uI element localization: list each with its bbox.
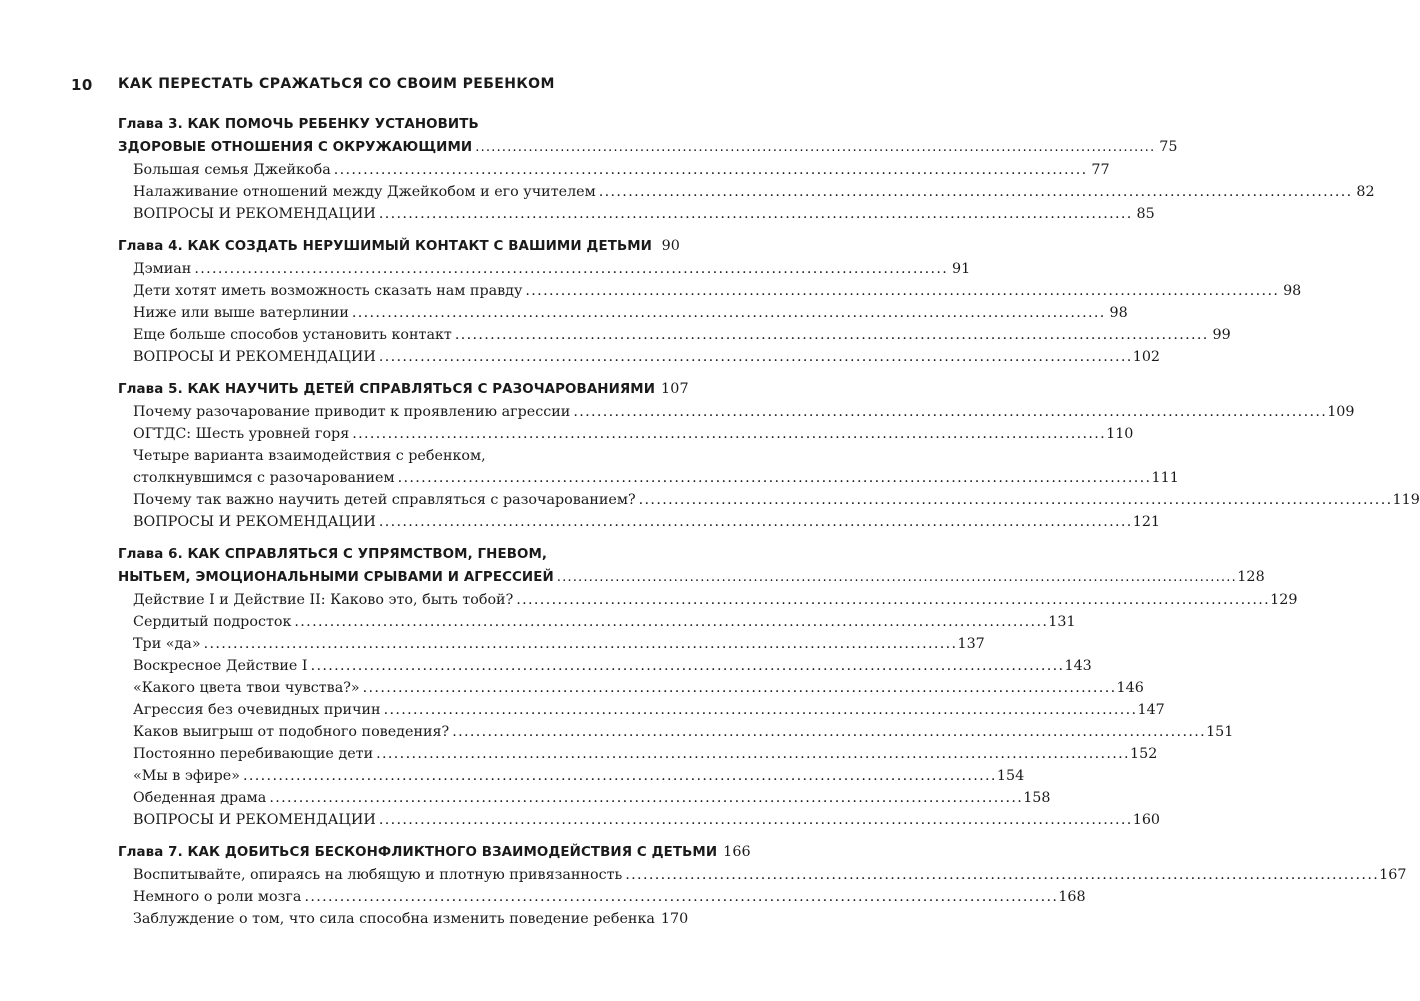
toc-entry-text: ВОПРОСЫ И РЕКОМЕНДАЦИИ — [133, 812, 376, 828]
toc-entry — [118, 611, 1076, 633]
dot-leader — [304, 886, 1055, 908]
toc-entry — [118, 589, 1298, 611]
page-ref: 167 — [1379, 867, 1407, 883]
page-ref: 102 — [1132, 349, 1161, 365]
page-ref: 128 — [1237, 569, 1265, 585]
toc-entry-text: «Какого цвета твои чувства?» — [133, 680, 360, 696]
table-of-contents — [118, 113, 1420, 930]
toc-entry-text: Налаживание отношений между Джейкобом и его учителем — [133, 184, 596, 200]
page-ref: 98 — [1109, 305, 1128, 321]
toc-entry — [118, 511, 1161, 533]
page-ref: 98 — [1283, 283, 1302, 299]
toc-entry-text: Немного о роли мозга — [133, 889, 302, 905]
chapter-title — [118, 136, 1178, 159]
page-ref: 75 — [1159, 139, 1178, 155]
toc-entry-text: Сердитый подросток — [133, 614, 292, 630]
chapter-title — [118, 841, 751, 864]
toc-entry-text: Обеденная драма — [133, 790, 267, 806]
toc-entry — [118, 743, 1158, 765]
toc-entry-text: Постоянно перебивающие дети — [133, 746, 374, 762]
chapter-title-text: ЗДОРОВЫЕ ОТНОШЕНИЯ С ОКРУЖАЮЩИМИ — [118, 140, 473, 155]
dot-leader — [204, 633, 955, 655]
toc-entry — [118, 159, 1110, 181]
chapter-title-text: Глава 4. КАК СОЗДАТЬ НЕРУШИМЫЙ КОНТАКТ С ВАШИМИ ДЕТЬМИ — [118, 239, 652, 254]
page-ref: 170 — [660, 911, 689, 927]
page-ref: 166 — [723, 844, 751, 860]
page-ref: 154 — [996, 768, 1025, 784]
toc-entry — [118, 489, 1420, 511]
chapter-title-text: НЫТЬЕМ, ЭМОЦИОНАЛЬНЫМИ СРЫВАМИ И АГРЕССИЕЙ — [118, 570, 554, 585]
page-ref: 121 — [1132, 514, 1161, 530]
chapter-block — [118, 841, 1407, 930]
toc-entry-text: ВОПРОСЫ И РЕКОМЕНДАЦИИ — [133, 206, 376, 222]
toc-entry-text: Каков выигрыш от подобного поведения? — [133, 724, 450, 740]
toc-entry — [118, 203, 1155, 225]
dot-leader — [269, 787, 1020, 809]
page-ref: 152 — [1130, 746, 1158, 762]
toc-entry-text: Воскресное Действие I — [133, 658, 308, 674]
dot-leader — [294, 611, 1045, 633]
dot-leader — [311, 655, 1062, 677]
toc-entry — [118, 423, 1134, 445]
dot-leader — [599, 181, 1350, 203]
page-ref: 146 — [1116, 680, 1144, 696]
toc-entry-text: Заблуждение о том, что сила способна изменить поведение ребенка — [133, 911, 655, 927]
toc-entry — [118, 467, 1179, 489]
toc-entry-text: Четыре варианта взаимодействия с ребенком, — [133, 448, 486, 464]
page-ref: 90 — [661, 238, 680, 254]
page-ref: 143 — [1064, 658, 1092, 674]
toc-entry — [118, 699, 1165, 721]
chapter-title — [118, 235, 678, 258]
dot-leader — [384, 699, 1135, 721]
dot-leader — [379, 511, 1130, 533]
chapter-title-text: Глава 5. КАК НАУЧИТЬ ДЕТЕЙ СПРАВЛЯТЬСЯ С РАЗОЧАРОВАНИЯМИ — [118, 382, 656, 397]
toc-entry-text: Три «да» — [133, 636, 201, 652]
chapter-block — [118, 235, 1302, 368]
toc-entry — [118, 864, 1407, 886]
toc-entry-text: Дэмиан — [133, 261, 192, 277]
toc-entry-text: ВОПРОСЫ И РЕКОМЕНДАЦИИ — [133, 514, 376, 530]
chapter-title-text: Глава 7. КАК ДОБИТЬСЯ БЕСКОНФЛИКТНОГО ВЗАИМОДЕЙСТВИЯ С ДЕТЬМИ — [118, 845, 718, 860]
toc-entry-text: Ниже или выше ватерлинии — [133, 305, 349, 321]
dot-leader — [379, 346, 1130, 368]
toc-entry — [118, 908, 689, 930]
dot-leader — [352, 423, 1103, 445]
dot-leader — [379, 809, 1130, 831]
toc-entry-text: Почему разочарование приводит к проявлению агрессии — [133, 404, 571, 420]
page-ref: 109 — [1327, 404, 1355, 420]
page-ref: 158 — [1023, 790, 1051, 806]
page-ref: 147 — [1137, 702, 1165, 718]
dot-leader — [352, 302, 1103, 324]
toc-entry — [118, 324, 1231, 346]
toc-entry — [118, 633, 985, 655]
toc-entry-text: Воспитывайте, опираясь на любящую и плотную привязанность — [133, 867, 623, 883]
page-ref: 129 — [1270, 592, 1298, 608]
dot-leader — [398, 467, 1149, 489]
dot-leader — [379, 203, 1130, 225]
toc-entry-text: «Мы в эфире» — [133, 768, 240, 784]
dot-leader — [557, 566, 1234, 589]
page-ref: 160 — [1132, 812, 1161, 828]
toc-entry-text: Еще больше способов установить контакт — [133, 327, 452, 343]
chapter-title-text: Глава 3. КАК ПОМОЧЬ РЕБЕНКУ УСТАНОВИТЬ — [118, 117, 479, 132]
toc-entry — [118, 445, 678, 467]
toc-entry — [118, 787, 1051, 809]
dot-leader — [452, 721, 1203, 743]
toc-entry — [118, 765, 1025, 787]
toc-entry — [118, 886, 1086, 908]
dot-leader — [363, 677, 1114, 699]
toc-entry-text: Действие I и Действие II: Каково это, быть тобой? — [133, 592, 514, 608]
chapter-block — [118, 113, 1375, 225]
dot-leader — [573, 401, 1324, 423]
dot-leader — [625, 864, 1376, 886]
toc-entry — [118, 346, 1161, 368]
page-ref: 85 — [1136, 206, 1155, 222]
chapter-block — [118, 378, 1420, 533]
chapter-title — [118, 543, 678, 566]
chapter-title — [118, 378, 689, 401]
page-ref: 82 — [1356, 184, 1375, 200]
dot-leader — [376, 743, 1127, 765]
page-ref: 119 — [1392, 492, 1420, 508]
dot-leader — [334, 159, 1085, 181]
page-ref: 137 — [957, 636, 985, 652]
page-number: 10 — [71, 76, 93, 94]
toc-entry-text: Дети хотят иметь возможность сказать нам правду — [133, 283, 523, 299]
dot-leader — [455, 324, 1206, 346]
toc-entry — [118, 302, 1128, 324]
toc-entry — [118, 401, 1355, 423]
page-ref: 99 — [1212, 327, 1231, 343]
page-ref: 151 — [1206, 724, 1234, 740]
dot-leader — [475, 136, 1152, 159]
toc-entry — [118, 721, 1234, 743]
dot-leader — [194, 258, 945, 280]
dot-leader — [243, 765, 994, 787]
chapter-block — [118, 543, 1298, 831]
chapter-title-text: Глава 6. КАК СПРАВЛЯТЬСЯ С УПРЯМСТВОМ, ГНЕВОМ, — [118, 547, 548, 562]
toc-entry — [118, 677, 1144, 699]
page-ref: 77 — [1091, 162, 1110, 178]
toc-entry — [118, 280, 1302, 302]
toc-entry — [118, 181, 1375, 203]
page-ref: 111 — [1151, 470, 1179, 486]
toc-entry-text: ВОПРОСЫ И РЕКОМЕНДАЦИИ — [133, 349, 376, 365]
toc-entry-text: Почему так важно научить детей справляться с разочарованием? — [133, 492, 636, 508]
toc-entry-text: Большая семья Джейкоба — [133, 162, 331, 178]
toc-entry — [118, 655, 1092, 677]
chapter-title — [118, 113, 678, 136]
page-ref: 91 — [952, 261, 971, 277]
dot-leader — [639, 489, 1390, 511]
toc-entry — [118, 809, 1161, 831]
page-ref: 110 — [1106, 426, 1134, 442]
dot-leader — [516, 589, 1267, 611]
dot-leader — [525, 280, 1276, 302]
chapter-title — [118, 566, 1265, 589]
toc-entry-text: столкнувшимся с разочарованием — [133, 470, 395, 486]
toc-entry — [118, 258, 971, 280]
toc-entry-text: ОГТДС: Шесть уровней горя — [133, 426, 350, 442]
running-title: КАК ПЕРЕСТАТЬ СРАЖАТЬСЯ СО СВОИМ РЕБЕНКОМ — [118, 76, 555, 92]
toc-entry-text: Агрессия без очевидных причин — [133, 702, 381, 718]
page-ref: 168 — [1058, 889, 1086, 905]
page-ref: 107 — [661, 381, 689, 397]
page-ref: 131 — [1048, 614, 1076, 630]
